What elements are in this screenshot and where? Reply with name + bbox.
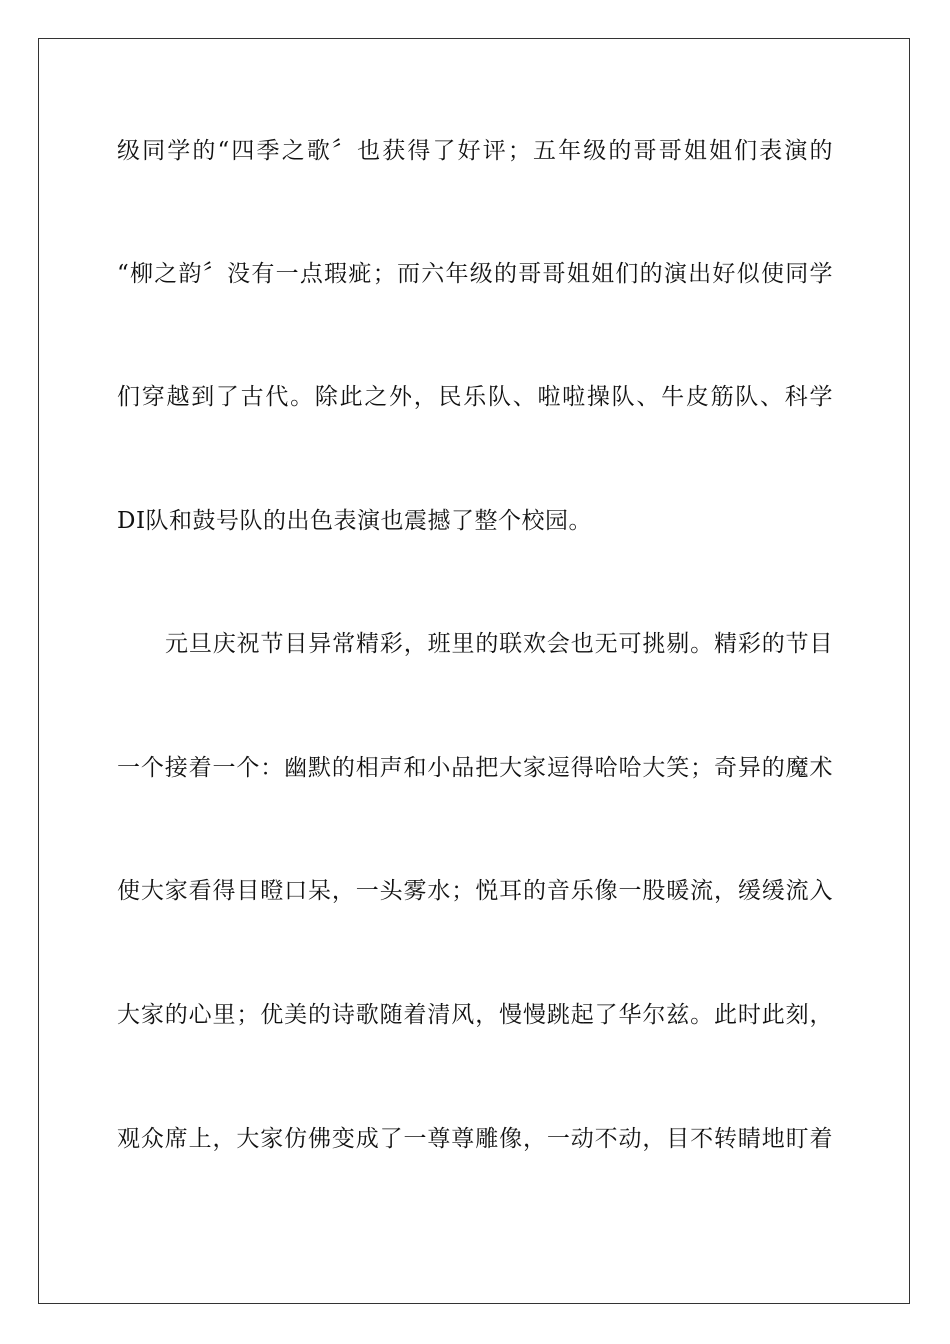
text-line: DI队和鼓号队的出色表演也震撼了整个校园。	[117, 508, 593, 534]
text-line: 使大家看得目瞪口呆，一头雾水；悦耳的音乐像一股暖流，缓缓流入	[117, 878, 833, 904]
text-line: 观众席上，大家仿佛变成了一尊尊雕像，一动不动，目不转睛地盯着	[117, 1126, 833, 1152]
text-line: 级同学的“四季之歌〞也获得了好评；五年级的哥哥姐姐们表演的	[117, 138, 833, 164]
text-line: 一个接着一个：幽默的相声和小品把大家逗得哈哈大笑；奇异的魔术	[117, 755, 833, 781]
page-border	[38, 38, 910, 1304]
text-line: “柳之韵〞没有一点瑕疵；而六年级的哥哥姐姐们的演出好似使同学	[117, 261, 833, 287]
text-line: 们穿越到了古代。除此之外，民乐队、啦啦操队、牛皮筋队、科学	[117, 384, 833, 410]
text-line: 大家的心里；优美的诗歌随着清风，慢慢跳起了华尔兹。此时此刻，	[117, 1002, 833, 1028]
paragraph-first-line: 元旦庆祝节目异常精彩，班里的联欢会也无可挑剔。精彩的节目	[165, 631, 833, 657]
